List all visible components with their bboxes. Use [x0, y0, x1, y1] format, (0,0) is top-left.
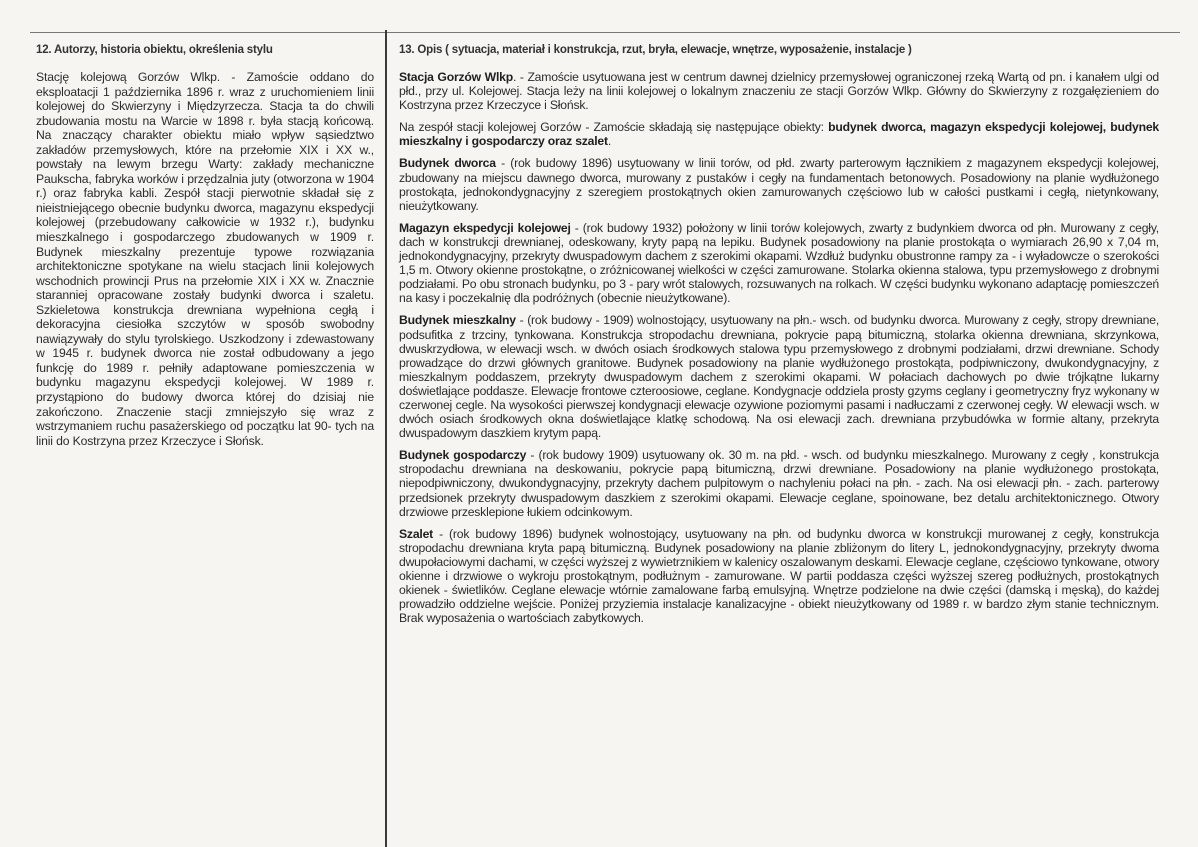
paragraph-complex-text: Na zespół stacji kolejowej Gorzów - Zamoście składają się następujące obiekty:	[399, 120, 829, 135]
paragraph-toilet	[399, 527, 1159, 626]
paragraph-warehouse-head: Magazyn ekspedycji kolejowej	[399, 220, 571, 235]
top-rule	[30, 32, 1180, 33]
paragraph-utility-text: - (rok budowy 1909) usytuowany ok. 30 m. na płd. - wsch. od budynku mieszkalnego. Murowany z cegły , konstrukcja stropodachu drewniana na deskowaniu, pokrycie papą bitumiczną, drzwi drewniane. Posadowiony na planie wydłużonego prostokąta, niepodpiwniczony, dwukondygnacyjny, przekryty dachem pulpitowym o nachyleniu połaci na płn. - zach. Na osi elewacji płn. - zach. parterowy przedsionek przekryty dwuspadowym daszkiem z szerokimi okapami. Elewacje ceglane, spoinowane, bez detalu architektonicznego. Otwory drzwiowe przesklepione łukiem odcinkowym.	[399, 448, 1159, 519]
left-column	[36, 44, 374, 448]
paragraph-residential	[399, 313, 1159, 440]
paragraph-toilet-text: - (rok budowy 1896) budynek wolnostojący, usytuowany na płn. od budynku dworca w konstrukcji murowanej z cegły, konstrukcja stropodachu drewniana kryta papą bitumiczną. Budynek posadowiony na planie zbliżonym do litery L, jednokondygnacyjny, przekryty dwoma dwupołaciowymi dachami, w części wyższej z wywietrznikiem w kalenicy oszalowanym deskami. Elewacje ceglane, częściowo tynkowane, otwory okienne i drzwiowe o wykroju prostokątnym, podłużnym - zamurowane. W partii poddasza części wyższej szereg podłużnych, prostokątnych okienek - świetlików. Ceglane elewacje wtórnie zamalowane farbą emulsyjną. Wnętrze podzielone na dwie części (damską i męską), do każdej prowadziło oddzielne wejście. Poniżej przyziemia instalacje kanalizacyjne - obiekt nieużytkowany od 1989 r. w bardzo złym stanie technicznym. Brak wyposażenia o wartościach zabytkowych.	[399, 526, 1159, 626]
paragraph-station-text: . - Zamoście usytuowana jest w centrum dawnej dzielnicy przemysłowej ograniczonej rzeką Wartą od pn. i kanałem ulgi od płd., przy ul. Kolejowej. Stacja leży na linii kolejowej o lokalnym znaczeniu ze stacji Gorzów Wlkp. Główny do Skwierzyny z rozgałęzieniem do Kostrzyna przez Krzeczyce i Słońsk.	[399, 70, 1159, 113]
paragraph-warehouse-text: - (rok budowy 1932) położony w linii torów kolejowych, zwarty z budynkiem dworca od płn. Murowany z cegły, dach w konstrukcji drewnianej, odeskowany, kryty papą na lepiku. Budynek posadowiony na planie prostokąta o wymiarach 26,90 x 7,04 m, jednokondygnacyjny, przekryty dwuspadowym dachem z szerokimi okapami. Wzdłuż budynku obustronne rampy za - i wyładowcze o szerokości 1,5 m. Otwory okienne prostokątne, o zróżnicowanej wielkości w części zamurowane. Stolarka okienna stalowa, typu przemysłowego z drobnymi podziałami. Po obu stronach budynku, po 3 - pary wrót stalowych, rozsuwanych na rolkach. W części budynku wykonano adaptację pomieszczeń na kasy i poczekalnię dla podróżnych (obecnie nieużytkowane).	[399, 220, 1159, 306]
section-13-title: 13. Opis ( sytuacja, materiał i konstrukcja, rzut, bryła, elewacje, wnętrze, wyposażenie, instalacje )	[399, 44, 912, 56]
paragraph-complex-end: .	[607, 134, 612, 149]
paragraph-residential-head: Budynek mieszkalny	[399, 313, 516, 328]
paragraph-toilet-head: Szalet	[399, 526, 434, 541]
paragraph-station-building	[399, 156, 1159, 212]
paragraph-utility-head: Budynek gospodarczy	[399, 448, 527, 463]
paragraph-station-building-head: Budynek dworca	[399, 156, 496, 171]
paragraph-station-building-text: - (rok budowy 1896) usytuowany w linii torów, od płd. zwarty parterowym łącznikiem z magazynem ekspedycji kolejowej, zbudowany na miejscu dawnego dworca, murowany z pustaków i cegły na fundamentach betonowych. Posadowiony na planie wydłużonego prostokąta, jednokondygnacyjny z szeregiem prostokątnych okien zamurowanych częściowo lub w całości pustkami i cegłą, nietynkowany, nieużytkowany.	[399, 156, 1159, 213]
section-12-title: 12. Autorzy, historia obiektu, określenia stylu	[36, 44, 273, 56]
paragraph-station	[399, 70, 1159, 112]
paragraph-warehouse	[399, 221, 1159, 306]
right-column	[399, 44, 1159, 633]
paragraph-residential-text: - (rok budowy - 1909) wolnostojący, usytuowany na płn.- wsch. od budynku dworca. Murowany z cegły, stropy drewniane, podsufitka z trzciny, tynkowana. Konstrukcja stropodachu drewniana, pokrycie papą bitumiczną, stolarka okienna drewniana, skrzynkowa, dwuskrzydłowa, w elewacji wsch. w dwóch osiach środkowych stalowa typu przemysłowego z drobnymi podziałami, drzwi drewniane. Schody prowadzące do drzwi głównych granitowe. Budynek posadowiony na planie wydłużonego prostokąta, podpiwniczony, dwukondygnacyjny, z mieszkalnym poddaszem, przekryty dwuspadowym dachem z szerokimi okapami. W połaciach dachowych po dwie trójkątne lukarny doświetlające poddasze. Elewacje frontowe czteroosiowe, ceglane. Kondygnacje oddziela prosty gzyms ceglany i geometryczny fryz wykonany w czerwonej cegle. Na wysokości pierwszej kondygnacji elewacje ozywione poziomymi pasami i nadłuczami z czerwonej cegły. W elewacji wsch. w dwóch osiach środkowych okna doświetlające klatkę schodową. Na osi elewacji zach. drewniana przybudówka w formie altany, przekryta dwuspadowym daszkiem krytym papą.	[399, 313, 1160, 441]
paragraph-complex	[399, 120, 1159, 148]
paragraph-complex-bold: budynek dworca, magazyn ekspedycji kolejowej, budynek mieszkalny i gospodarczy oraz szalet	[399, 120, 1159, 149]
column-divider	[385, 30, 387, 847]
paragraph-station-head: Stacja Gorzów Wlkp	[399, 70, 513, 84]
paragraph-utility	[399, 448, 1159, 518]
section-12-text: Stację kolejową Gorzów Wlkp. - Zamoście oddano do eksploatacji 1 października 1896 r. wraz z uruchomieniem linii kolejowej do Skwierzyny i Międzyrzecza. Stacja ta do chwili zbudowania mostu na Warcie w 1898 r. była stacją końcową. Na znaczący charakter obiektu miało wpływ sąsiedztwo zakładów przemysłowych, które na przełomie XIX i XX w., powstały na lewym brzegu Warty: zakłady mechaniczne Paukscha, fabryka worków i przędzalnia juty (otworzona w 1904 r.) oraz fabryka kabli. Zespół stacji pierwotnie składał się z nieistniejącego obecnie budynku dworca, magazynu ekspedycji kolejowej (przebudowany całkowicie w 1932 r.), budynku mieszkalnego i gospodarczego zbudowanych w 1909 r. Budynek mieszkalny prezentuje typowe rozwiązania architektoniczne spotykane na wielu stacjach linii kolejowych wschodnich prowincji Prus na przełomie XIX i XX w. Znacznie staranniej opracowane zostały budynki dworca i szaletu. Szkieletowa konstrukcja drewniana wypełniona cegłą i dekoracyjna ciesiołka szczytów w sposób swobodny nawiązywały do stylu tyrolskiego. Uszkodzony i zdewastowany w 1945 r. budynek dworca nie został odbudowany a jego funkcję do 1989 r. pełniły adaptowane pomieszczenia w budynku magazynu ekspedycji kolejowej. W 1989 r. przystąpiono do budowy dworca której do dzisiaj nie zakończono. Znaczenie stacji zmniejszyło się wraz z wstrzymaniem ruchu pasażerskiego od początku lat 90- tych na linii do Kostrzyna przez Krzeczyce i Słońsk.	[36, 70, 374, 448]
